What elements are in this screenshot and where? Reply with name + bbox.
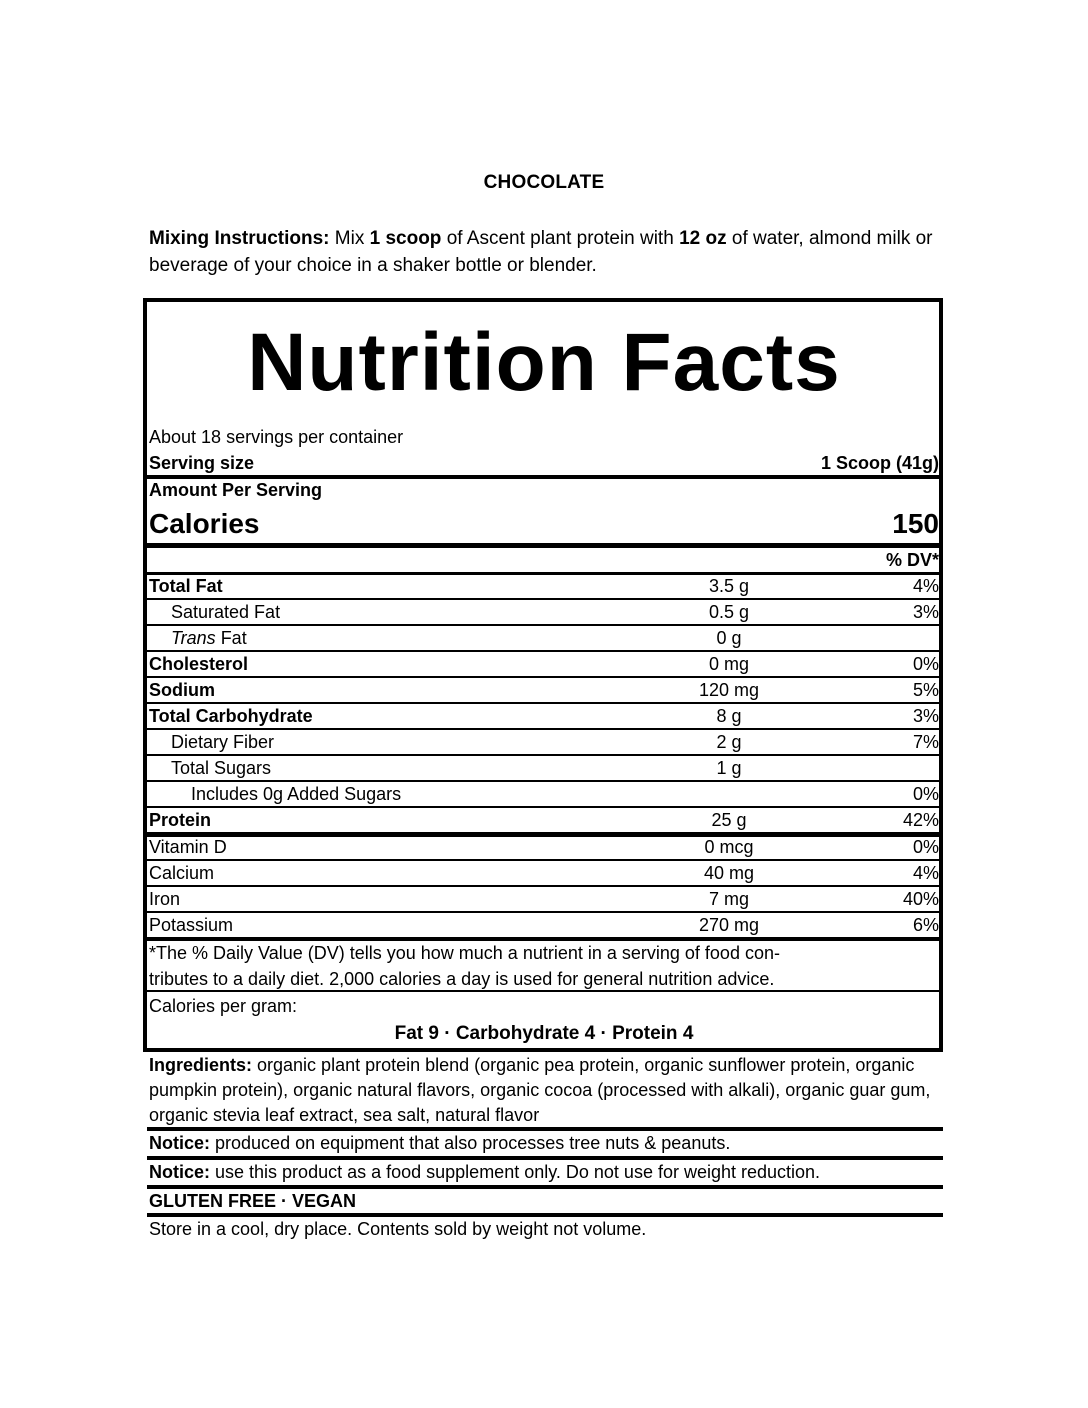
- notice-text: produced on equipment that also processes tree nuts & peanuts.: [210, 1133, 731, 1153]
- serving-size-value: 1 Scoop (41g): [820, 453, 939, 473]
- nutrient-dv: 0%: [912, 784, 939, 804]
- nutrient-dv: 0%: [912, 837, 939, 857]
- nutrient-name: [171, 729, 274, 755]
- nutrient-amount: 0 mg: [708, 654, 750, 674]
- nutrient-name-italic: Trans: [171, 628, 216, 648]
- nutrient-name-text: Vitamin D: [149, 837, 227, 857]
- nutrient-row: [149, 677, 939, 703]
- claims: GLUTEN FREE · VEGAN: [149, 1191, 357, 1211]
- nutrient-amount: 0 g: [716, 628, 742, 648]
- nutrient-dv: 40%: [902, 889, 939, 909]
- nutrient-name-text: Total Carbohydrate: [149, 706, 313, 726]
- mixing-text: Mix: [329, 228, 370, 249]
- nutrient-name: [149, 886, 180, 912]
- serving-size-row: [149, 450, 939, 476]
- ingredients-text: organic plant protein blend (organic pea protein, organic sunflower protein, organic pumpkin protein), organic natural flavors, organic cocoa (processed with alkali), organic guar gum, organic stevia leaf extract, sea salt, natural flavor: [149, 1055, 931, 1125]
- mixing-oz: 12 oz: [679, 228, 727, 249]
- nutrient-dv: 0%: [912, 654, 939, 674]
- nutrient-dv: 7%: [912, 732, 939, 752]
- nutrient-row: [149, 573, 939, 599]
- footnote-line: *The % Daily Value (DV) tells you how much a nutrient in a serving of food con-: [149, 943, 780, 963]
- nutrient-name: [149, 834, 227, 860]
- nutrient-name-text: Dietary Fiber: [171, 732, 275, 752]
- notice-label: Notice:: [149, 1162, 211, 1182]
- nutrient-dv: 4%: [912, 863, 939, 883]
- notice-text: use this product as a food supplement only. Do not use for weight reduction.: [210, 1162, 821, 1182]
- nutrient-amount: 270 mg: [698, 915, 760, 935]
- nutrient-name: [149, 807, 211, 833]
- nutrient-dv: 4%: [912, 576, 939, 596]
- notice-allergens: [149, 1131, 941, 1156]
- nutrient-name-text: Cholesterol: [149, 654, 249, 674]
- nutrient-amount: 40 mg: [703, 863, 755, 883]
- dv-footnote: [149, 940, 939, 992]
- nutrient-name: [149, 860, 214, 886]
- calories-per-gram-label: Calories per gram:: [149, 996, 298, 1016]
- nutrient-name-text: Total Sugars: [171, 758, 272, 778]
- calories-per-gram-row: [149, 993, 939, 1019]
- flavor-title: CHOCOLATE: [483, 172, 605, 193]
- nutrient-name: [149, 677, 215, 703]
- divider: [147, 990, 939, 992]
- nutrient-dv: 6%: [912, 915, 939, 935]
- notice-label: Notice:: [149, 1133, 211, 1153]
- nutrient-name-text: Includes 0g Added Sugars: [191, 784, 402, 804]
- nutrient-name-text: Saturated Fat: [171, 602, 281, 622]
- nutrient-row: [149, 860, 939, 886]
- nutrient-row: [149, 912, 939, 938]
- amount-per-serving: [149, 477, 939, 503]
- ingredients: [149, 1053, 941, 1128]
- nutrient-name: [171, 599, 280, 625]
- nutrient-amount: 120 mg: [698, 680, 760, 700]
- nutrient-row: [149, 755, 939, 781]
- nutrient-row: [149, 807, 939, 833]
- nutrient-row: [149, 651, 939, 677]
- nutrient-amount: 0.5 g: [708, 602, 750, 622]
- calories-row: [149, 506, 939, 542]
- nutrient-row: [149, 781, 939, 807]
- serving-size-label: Serving size: [149, 453, 255, 473]
- nutrient-amount: 3.5 g: [708, 576, 750, 596]
- nutrient-dv: 5%: [912, 680, 939, 700]
- nutrient-dv: 3%: [912, 706, 939, 726]
- nutrient-row: [149, 834, 939, 860]
- amount-per-serving-label: Amount Per Serving: [149, 480, 323, 500]
- nutrient-row: [149, 625, 939, 651]
- nutrient-row: [149, 599, 939, 625]
- mixing-label: Mixing Instructions:: [149, 228, 330, 249]
- dv-header: % DV*: [885, 550, 939, 570]
- notice-usage: [149, 1160, 941, 1185]
- calories-label: Calories: [149, 508, 260, 539]
- nutrient-name: [171, 625, 247, 651]
- nutrient-name: [171, 755, 271, 781]
- nutrient-amount: 1 g: [716, 758, 742, 778]
- nutrient-name-text: Protein: [149, 810, 212, 830]
- mixing-text: of water, almond milk or beverage of your choice in a shaker bottle or blender.: [149, 228, 933, 276]
- mixing-text: of Ascent plant protein with: [441, 228, 680, 249]
- nutrient-dv: 3%: [912, 602, 939, 622]
- nutrient-name: [191, 781, 401, 807]
- nutrient-name: [149, 703, 313, 729]
- nutrient-name-text: Fat: [215, 628, 247, 648]
- nutrient-name-text: Potassium: [149, 915, 234, 935]
- nutrient-name-text: Total Fat: [149, 576, 223, 596]
- nutrient-amount: 2 g: [716, 732, 742, 752]
- nutrient-row: [149, 729, 939, 755]
- mixing-scoop: 1 scoop: [369, 228, 442, 249]
- nutrient-row: [149, 703, 939, 729]
- nutrient-name: [149, 912, 233, 938]
- nutrient-amount: 0 mcg: [704, 837, 754, 857]
- dv-header-row: [149, 547, 939, 573]
- nutrient-amount: 7 mg: [708, 889, 750, 909]
- nutrient-dv: 42%: [902, 810, 939, 830]
- nutrient-amount: 8 g: [716, 706, 742, 726]
- calories-value: 150: [892, 508, 939, 539]
- nutrient-name-text: Sodium: [149, 680, 215, 700]
- nutrient-name: [149, 651, 248, 677]
- nutrient-name: [149, 573, 223, 599]
- servings-text: About 18 servings per container: [149, 427, 404, 447]
- storage-instructions: Store in a cool, dry place. Contents sold by weight not volume.: [149, 1219, 647, 1239]
- footnote-line: tributes to a daily diet. 2,000 calories a day is used for general nutrition advice.: [149, 969, 775, 989]
- nutrient-name-text: Iron: [149, 889, 181, 909]
- nutrient-amount: 25 g: [711, 810, 747, 830]
- nutrition-facts-title: Nutrition Facts: [247, 317, 841, 408]
- nutrient-name-text: Calcium: [149, 863, 215, 883]
- macros-line: Fat 9 · Carbohydrate 4 · Protein 4: [394, 1023, 694, 1044]
- servings-per-container: [149, 424, 939, 450]
- ingredients-label: Ingredients:: [149, 1055, 253, 1075]
- nutrient-row: [149, 886, 939, 912]
- mixing-instructions: [149, 225, 939, 279]
